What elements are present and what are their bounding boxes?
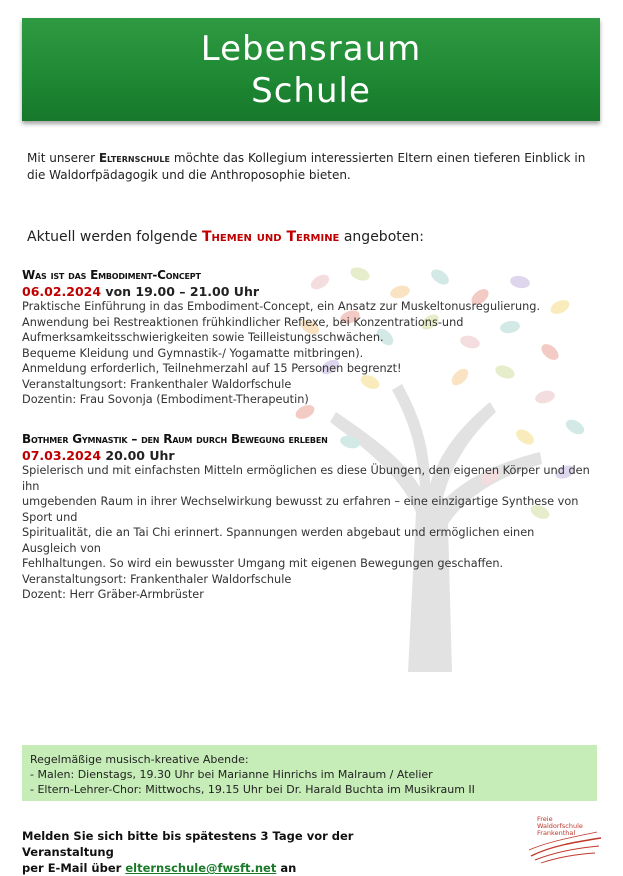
event-bothmer: [22, 432, 592, 603]
event-line: Spielerisch und mit einfachsten Mitteln ermöglichen es diese Übungen, den eigenen Körper und den ihn: [22, 464, 590, 493]
event-line: Aufmerksamkeitsschwierigkeiten sowie Teilleistungsschwächen.: [22, 331, 384, 344]
regular-evenings-box: [22, 745, 597, 801]
logo-swoosh-icon: [527, 812, 605, 864]
event-line: Dozent: Herr Gräber-Armbrüster: [22, 588, 204, 601]
intro-paragraph: Mit unserer Elternschule möchte das Kollegium interessierten Eltern einen tieferen Einblick in die Waldorfpädagogik und die Anthroposophie bieten.: [27, 151, 586, 182]
elternschule-highlight: Elternschule: [98, 151, 170, 165]
event-line: Veranstaltungsort: Frankenthaler Waldorfschule: [22, 572, 292, 586]
logo-line-2: Waldorfschule: [537, 822, 583, 830]
themes-highlight: Themen und Termine: [202, 229, 340, 245]
event-date: 07.03.2024 20.00 Uhr: [22, 447, 175, 463]
regular-item: - Malen: Dienstags, 19.30 Uhr bei Marianne Hinrichs im Malraum / Atelier: [30, 768, 433, 781]
event-title: Was ist das Embodiment-Concept: [22, 268, 201, 282]
school-logo: [527, 812, 605, 864]
registration-line-2: per E-Mail über elternschule@fwsft.net an: [22, 861, 297, 875]
logo-line-3: Frankenthal: [537, 829, 576, 837]
event-line: Bequeme Kleidung und Gymnastik-/ Yogamatte mitbringen).: [22, 346, 364, 360]
event-line: Anmeldung erforderlich, Teilnehmerzahl auf 15 Personen begrenzt!: [22, 362, 402, 375]
themes-lead: Aktuell werden folgende Themen und Termine angeboten:: [27, 229, 424, 245]
title-line-2: Schule: [251, 70, 371, 111]
event-line: Veranstaltungsort: Frankenthaler Waldorfschule: [22, 377, 292, 391]
event-line: Dozentin: Frau Sovonja (Embodiment-Therapeutin): [22, 393, 309, 406]
title-line-1: Lebensraum: [200, 28, 422, 69]
event-line: Fehlhaltungen. So wird ein bewusster Umgang mit eigenen Bewegungen geschaffen.: [22, 557, 504, 570]
registration-line-1: Melden Sie sich bitte bis spätestens 3 Tage vor der Veranstaltung: [22, 829, 354, 859]
logo-line-1: Freie: [537, 815, 553, 823]
header-banner: [22, 18, 600, 121]
event-date: 06.02.2024 von 19.00 – 21.00 Uhr: [22, 283, 260, 299]
email-link[interactable]: elternschule@fwsft.net: [125, 861, 277, 875]
event-line: Anwendung bei Restreaktionen frühkindlicher Reflexe, bei Konzentrations-und: [22, 315, 464, 329]
regular-heading: Regelmäßige musisch-kreative Abende:: [30, 753, 249, 766]
event-line: Praktische Einführung in das Embodiment-Concept, ein Ansatz zur Muskeltonusregulierung.: [22, 300, 541, 313]
event-embodiment: [22, 268, 592, 408]
event-line: umgebenden Raum in ihrer Wechselwirkung bewusst zu erfahren – eine einzigartige Synthese von Sport und: [22, 495, 579, 524]
registration-note: [22, 828, 442, 876]
regular-item: - Eltern-Lehrer-Chor: Mittwochs, 19.15 Uhr bei Dr. Harald Buchta im Musikraum II: [30, 783, 475, 796]
event-title: Bothmer Gymnastik – den Raum durch Bewegung erleben: [22, 432, 328, 446]
event-line: Spiritualität, die an Tai Chi erinnert. Spannungen werden abgebaut und ermöglichen einen Ausgleich von: [22, 526, 535, 555]
